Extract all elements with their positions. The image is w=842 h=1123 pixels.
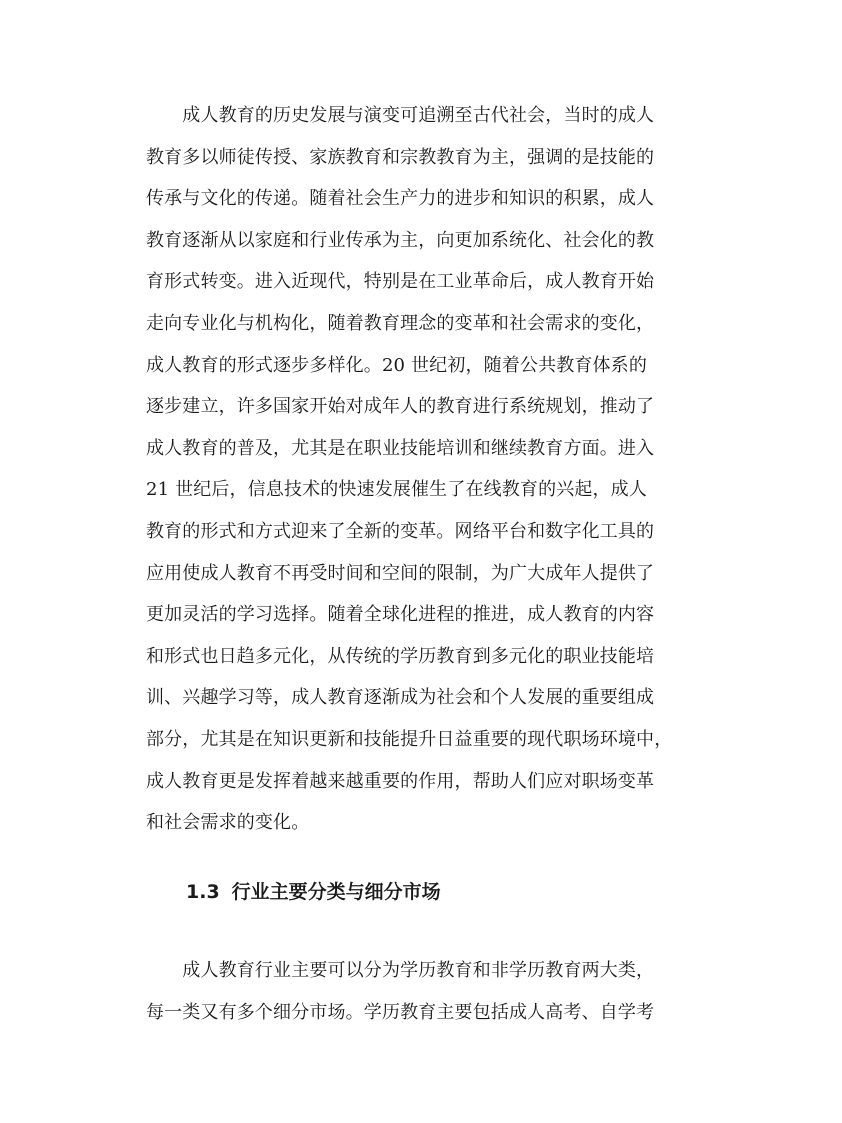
paragraph-line: 训、兴趣学习等，成人教育逐渐成为社会和个人发展的重要组成: [146, 687, 655, 709]
paragraph-line: 应用使成人教育不再受时间和空间的限制，为广大成年人提供了: [146, 562, 655, 584]
paragraph-line: 逐步建立，许多国家开始对成年人的教育进行系统规划，推动了: [146, 396, 655, 418]
body-paragraph: [146, 950, 706, 1033]
section-heading: [186, 877, 441, 907]
section-number: 1.3: [186, 881, 220, 903]
paragraph-line: 教育逐渐从以家庭和行业传承为主，向更加系统化、社会化的教: [146, 229, 655, 251]
paragraph-line: 和形式也日趋多元化，从传统的学历教育到多元化的职业技能培: [146, 645, 655, 667]
paragraph-line: 教育的形式和方式迎来了全新的变革。网络平台和数字化工具的: [146, 520, 655, 542]
body-paragraph: [146, 95, 706, 844]
paragraph-line: 成人教育更是发挥着越来越重要的作用，帮助人们应对职场变革: [146, 770, 655, 792]
paragraph-line: 成人教育的历史发展与演变可追溯至古代社会，当时的成人: [146, 105, 655, 126]
paragraph-line: 和社会需求的变化。: [146, 812, 310, 834]
section-title: 行业主要分类与细分市场: [231, 881, 441, 903]
paragraph-line: 部分，尤其是在知识更新和技能提升日益重要的现代职场环境中，: [146, 728, 673, 750]
paragraph-line: 每一类又有多个细分市场。学历教育主要包括成人高考、自学考: [146, 1001, 655, 1023]
paragraph-line: 走向专业化与机构化，随着教育理念的变革和社会需求的变化，: [146, 312, 655, 334]
paragraph-line: 教育多以师徒传授、家族教育和宗教教育为主，强调的是技能的: [146, 146, 655, 168]
paragraph-line: 育形式转变。进入近现代，特别是在工业革命后，成人教育开始: [146, 271, 655, 293]
paragraph-line: 成人教育的形式逐步多样化。20 世纪初，随着公共教育体系的: [146, 354, 647, 376]
paragraph-line: 更加灵活的学习选择。随着全球化进程的推进，成人教育的内容: [146, 604, 655, 626]
paragraph-line: 传承与文化的传递。随着社会生产力的进步和知识的积累，成人: [146, 188, 655, 210]
paragraph-line: 成人教育行业主要可以分为学历教育和非学历教育两大类，: [146, 960, 655, 981]
paragraph-line: 成人教育的普及，尤其是在职业技能培训和继续教育方面。进入: [146, 437, 655, 459]
paragraph-line: 21 世纪后，信息技术的快速发展催生了在线教育的兴起，成人: [146, 479, 647, 501]
